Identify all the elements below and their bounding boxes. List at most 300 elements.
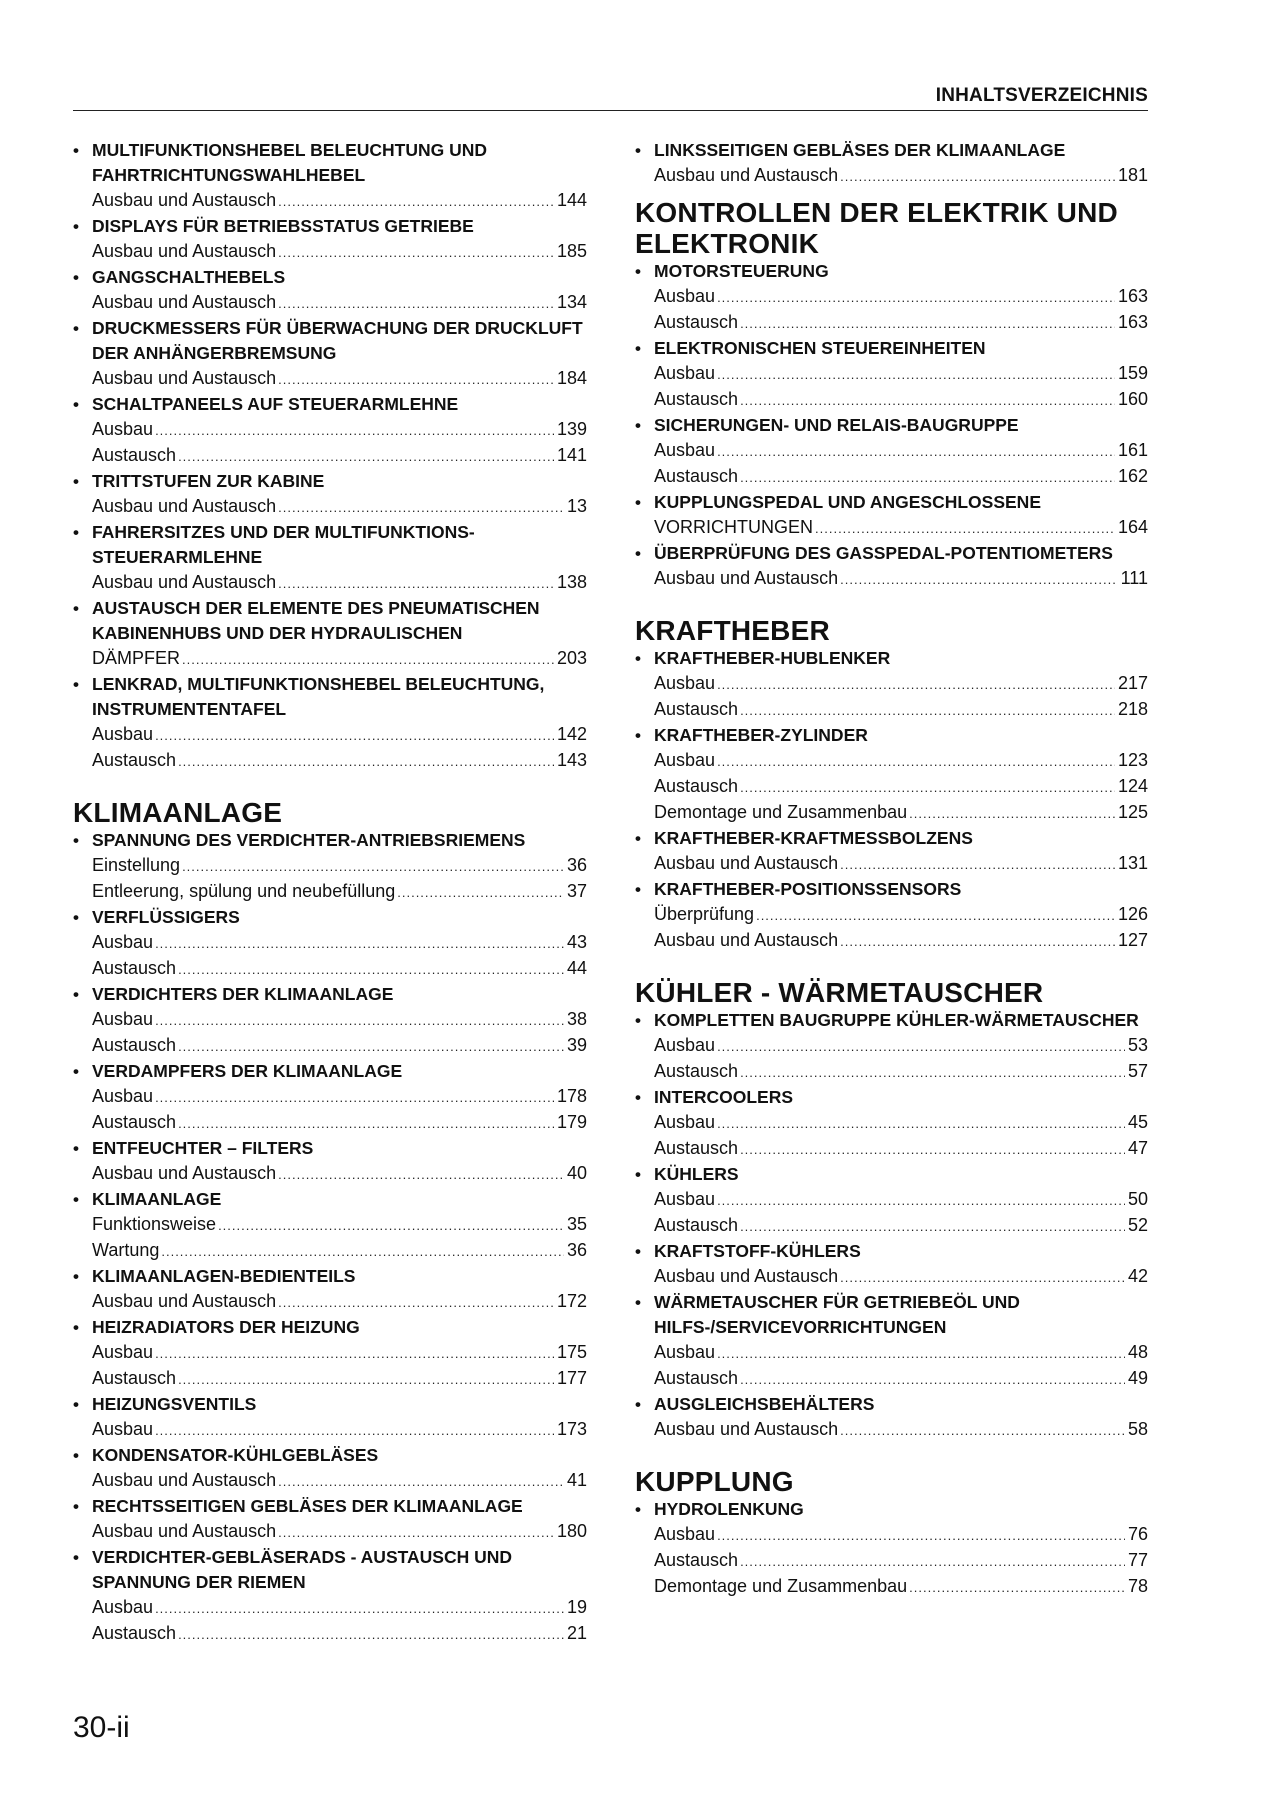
toc-entry[interactable] [92,1289,587,1315]
toc-entry-page: 50 [1127,1189,1148,1209]
toc-item [635,1239,1148,1290]
dot-leader [278,571,554,596]
dot-leader [717,1341,1125,1366]
toc-entry[interactable] [92,290,587,316]
dot-leader [840,1418,1125,1443]
toc-item-title: KRAFTHEBER-ZYLINDER [654,725,868,745]
bullet-icon: • [73,472,79,491]
toc-entry[interactable] [654,1136,1148,1162]
toc-item [73,214,587,265]
toc-entry[interactable] [92,722,587,748]
bullet-icon: • [635,1088,641,1107]
dot-leader [840,852,1115,877]
dot-leader [717,439,1115,464]
dot-leader [740,1060,1125,1085]
toc-item [635,1392,1148,1443]
toc-entry-page: 180 [556,1521,587,1541]
toc-entry[interactable] [654,1548,1148,1574]
toc-entry[interactable] [654,1340,1148,1366]
toc-item [73,1443,587,1494]
toc-entry-label: Demontage und Zusammenbau [654,802,908,822]
toc-entry[interactable] [92,1238,587,1264]
toc-entry-label: Ausbau [654,286,716,306]
toc-entry-label: Ausbau und Austausch [92,241,277,261]
dot-leader [155,1341,554,1366]
toc-entry-page: 19 [566,1597,587,1617]
toc-entry-page: 185 [556,241,587,261]
toc-entry-page: 47 [1127,1138,1148,1158]
toc-entry-label: Ausbau [92,1342,154,1362]
toc-entry[interactable] [92,748,587,774]
bullet-icon: • [73,1062,79,1081]
bullet-icon: • [73,908,79,927]
toc-entry-label: Ausbau und Austausch [92,496,277,516]
dot-leader [756,903,1115,928]
toc-entry-page: 41 [566,1470,587,1490]
toc-item-title: ENTFEUCHTER – FILTERS [92,1138,314,1158]
toc-entry-page: 58 [1127,1419,1148,1439]
toc-entry-page: 172 [556,1291,587,1311]
toc-entry[interactable] [654,800,1148,826]
toc-item-title: ÜBERPRÜFUNG DES GASSPEDAL-POTENTIOMETERS [654,543,1113,563]
toc-entry-label: Überprüfung [654,904,755,924]
dot-leader [155,1008,564,1033]
toc-entry[interactable] [92,417,587,443]
toc-entry-page: 159 [1117,363,1148,383]
toc-item-title: LINKSSEITIGEN GEBLÄSES DER KLIMAANLAGE [654,140,1066,160]
toc-entry-page: 42 [1127,1266,1148,1286]
toc-entry-label: Austausch [92,1623,177,1643]
toc-entry-page: 143 [556,750,587,770]
dot-leader [717,672,1115,697]
bullet-icon: • [73,599,79,618]
toc-entry-label: Ausbau [654,1342,716,1362]
toc-entry-label: Austausch [654,1368,739,1388]
toc-entry-page: 141 [556,445,587,465]
dot-leader [815,516,1115,541]
toc-item [635,1290,1148,1392]
bullet-icon: • [73,985,79,1004]
toc-entry[interactable] [654,671,1148,697]
toc-entry-label: VORRICHTUNGEN [654,517,814,537]
dot-leader [909,801,1115,826]
toc-item-title: HEIZRADIATORS DER HEIZUNG [92,1317,360,1337]
toc-entry-label: Austausch [92,958,177,978]
toc-item-title: MULTIFUNKTIONSHEBEL BELEUCHTUNG UND FAHRTRICHTUNGSWAHLHEBEL [92,140,488,185]
bullet-icon: • [73,1497,79,1516]
dot-leader [397,880,564,905]
toc-entry-page: 43 [566,932,587,952]
dot-leader [717,362,1115,387]
toc-entry-page: 178 [556,1086,587,1106]
dot-leader [178,444,554,469]
toc-entry-label: Ausbau [92,419,154,439]
toc-entry-page: 76 [1127,1524,1148,1544]
dot-leader [278,1162,564,1187]
dot-leader [740,775,1115,800]
toc-entry-page: 179 [556,1112,587,1132]
toc-item [73,520,587,596]
toc-entry-label: Ausbau [654,1112,716,1132]
toc-entry[interactable] [654,310,1148,336]
toc-item [73,905,587,982]
dot-leader [155,1085,554,1110]
toc-entry[interactable] [92,1366,587,1392]
toc-item [73,1392,587,1443]
toc-item-title: WÄRMETAUSCHER FÜR GETRIEBEÖL UND HILFS-/SERVICEVORRICHTUNGEN [654,1292,1020,1337]
toc-entry[interactable] [654,774,1148,800]
toc-entry-page: 21 [566,1623,587,1643]
page-header [73,80,1148,111]
toc-entry-page: 36 [566,1240,587,1260]
toc-entry-page: 36 [566,855,587,875]
toc-entry-label: Demontage und Zusammenbau [654,1576,908,1596]
toc-entry-label: Ausbau [92,1086,154,1106]
toc-entry-page: 175 [556,1342,587,1362]
dot-leader [155,1596,564,1621]
toc-entry[interactable] [92,1084,587,1110]
toc-entry-page: 37 [566,881,587,901]
toc-entry-label: Austausch [654,389,739,409]
toc-item [635,541,1148,592]
toc-item-title: KUPPLUNGSPEDAL UND ANGESCHLOSSENE [654,492,1041,512]
toc-entry-label: Austausch [654,466,739,486]
dot-leader [278,1520,554,1545]
toc-item [635,1497,1148,1600]
toc-entry-page: 52 [1127,1215,1148,1235]
toc-entry-label: Austausch [654,1061,739,1081]
section-heading: KLIMAANLAGE [73,797,283,828]
toc-entry-label: Austausch [654,1138,739,1158]
toc-item-title: FAHRERSITZES UND DER MULTIFUNKTIONS-STEUERARMLEHNE [92,522,475,567]
toc-entry-page: 123 [1117,750,1148,770]
bullet-icon: • [73,319,79,338]
bullet-icon: • [635,1165,641,1184]
toc-entry[interactable] [654,1213,1148,1239]
toc-item-title: KLIMAANLAGE [92,1189,222,1209]
bullet-icon: • [635,829,641,848]
toc-item-title: LENKRAD, MULTIFUNKTIONSHEBEL BELEUCHTUNG, INSTRUMENTENTAFEL [92,674,545,719]
section-heading: KUPPLUNG [635,1466,794,1497]
toc-entry-label: Ausbau und Austausch [654,853,839,873]
toc-entry[interactable] [92,366,587,392]
toc-entry-label: Ausbau und Austausch [92,572,277,592]
toc-entry[interactable] [654,902,1148,928]
toc-entry-label: Ausbau [654,1035,716,1055]
toc-entry-page: 131 [1117,853,1148,873]
dot-leader [178,749,554,774]
left-column [73,138,587,1647]
bullet-icon: • [73,675,79,694]
dot-leader [178,1034,564,1059]
toc-entry-label: Einstellung [92,855,181,875]
toc-entry-label: Ausbau und Austausch [92,1470,277,1490]
toc-entry-page: 48 [1127,1342,1148,1362]
toc-entry-label: Funktionsweise [92,1214,217,1234]
toc-entry[interactable] [92,930,587,956]
toc-entry[interactable] [654,697,1148,723]
toc-entry-page: 177 [556,1368,587,1388]
dot-leader [278,240,554,265]
toc-entry-label: Ausbau [654,363,716,383]
toc-item [73,1136,587,1187]
toc-entry[interactable] [654,748,1148,774]
dot-leader [278,189,554,214]
toc-item [73,138,587,214]
toc-entry-label: Ausbau und Austausch [92,1163,277,1183]
dot-leader [155,723,554,748]
toc-entry-label: Ausbau [92,932,154,952]
toc-entry-page: 162 [1117,466,1148,486]
dot-leader [909,1575,1125,1600]
toc-item [635,877,1148,954]
bullet-icon: • [635,1395,641,1414]
bullet-icon: • [73,217,79,236]
toc-entry[interactable] [92,1340,587,1366]
toc-item [73,1545,587,1647]
toc-entry[interactable] [654,1264,1148,1290]
toc-item-title: VERFLÜSSIGERS [92,907,240,927]
toc-item [635,1162,1148,1239]
toc-entry[interactable] [92,1519,587,1545]
toc-entry[interactable] [654,515,1148,541]
dot-leader [840,1265,1125,1290]
toc-entry-label: Ausbau und Austausch [654,1419,839,1439]
dot-leader [155,418,554,443]
toc-entry[interactable] [92,1595,587,1621]
toc-item [73,1059,587,1136]
toc-entry-label: Ausbau und Austausch [654,568,839,588]
bullet-icon: • [635,1293,641,1312]
toc-entry[interactable] [92,879,587,905]
toc-entry[interactable] [92,1621,587,1647]
toc-entry-label: Austausch [92,445,177,465]
toc-entry[interactable] [654,1059,1148,1085]
toc-entry[interactable] [654,284,1148,310]
toc-entry-page: 163 [1117,312,1148,332]
toc-entry[interactable] [654,1366,1148,1392]
bullet-icon: • [635,262,641,281]
toc-entry[interactable] [92,1110,587,1136]
toc-entry-label: Ausbau [654,673,716,693]
toc-item [73,265,587,316]
bullet-icon: • [635,880,641,899]
toc-entry-page: 218 [1117,699,1148,719]
toc-entry-page: 173 [556,1419,587,1439]
toc-item-title: KRAFTSTOFF-KÜHLERS [654,1241,861,1261]
bullet-icon: • [635,141,641,160]
toc-item-title: VERDICHTER-GEBLÄSERADS - AUSTAUSCH UND SPANNUNG DER RIEMEN [92,1547,513,1592]
toc-entry-label: Austausch [654,1215,739,1235]
toc-item [635,646,1148,723]
toc-entry-page: 53 [1127,1035,1148,1055]
toc-entry[interactable] [654,387,1148,413]
toc-entry[interactable] [654,566,1148,592]
toc-entry-page: 111 [1120,568,1148,588]
toc-entry-page: 45 [1127,1112,1148,1132]
toc-entry-page: 181 [1117,165,1148,185]
bullet-icon: • [73,395,79,414]
dot-leader [278,1290,554,1315]
toc-entry[interactable] [92,853,587,879]
toc-item-title: HEIZUNGSVENTILS [92,1394,257,1414]
dot-leader [178,1111,554,1136]
bullet-icon: • [73,141,79,160]
toc-entry[interactable] [92,1033,587,1059]
dot-leader [278,291,554,316]
dot-leader [840,929,1115,954]
toc-entry-label: Wartung [92,1240,160,1260]
toc-item-title: KONDENSATOR-KÜHLGEBLÄSES [92,1445,379,1465]
toc-item [73,672,587,774]
dot-leader [178,1367,554,1392]
dot-leader [717,749,1115,774]
dot-leader [155,1418,554,1443]
toc-entry-page: 124 [1117,776,1148,796]
toc-item-title: KRAFTHEBER-KRAFTMESSBOLZENS [654,828,973,848]
toc-entry-label: Ausbau und Austausch [92,190,277,210]
toc-entry[interactable] [654,928,1148,954]
toc-entry[interactable] [92,646,587,672]
toc-entry[interactable] [654,361,1148,387]
toc-item-title: RECHTSSEITIGEN GEBLÄSES DER KLIMAANLAGE [92,1496,523,1516]
toc-entry[interactable] [654,163,1148,189]
toc-entry[interactable] [654,1574,1148,1600]
toc-entry-page: 134 [556,292,587,312]
toc-entry-page: 139 [556,419,587,439]
dot-leader [740,1214,1125,1239]
toc-item [635,138,1148,189]
bullet-icon: • [73,523,79,542]
toc-entry[interactable] [654,464,1148,490]
toc-entry-label: Ausbau und Austausch [92,368,277,388]
toc-entry-label: Ausbau [654,440,716,460]
bullet-icon: • [73,268,79,287]
toc-entry-page: 38 [566,1009,587,1029]
bullet-icon: • [73,1395,79,1414]
dot-leader [178,1622,564,1647]
toc-entry-label: Ausbau und Austausch [92,1291,277,1311]
toc-entry-page: 77 [1127,1550,1148,1570]
bullet-icon: • [73,831,79,850]
toc-item-title: KRAFTHEBER-POSITIONSSENSORS [654,879,962,899]
dot-leader [182,647,554,672]
toc-entry-label: Austausch [92,1035,177,1055]
toc-entry[interactable] [92,956,587,982]
toc-entry-label: Austausch [654,1550,739,1570]
header-title: INHALTSVERZEICHNIS [935,85,1148,106]
toc-entry[interactable] [92,188,587,214]
bullet-icon: • [635,1011,641,1030]
toc-entry-page: 184 [556,368,587,388]
toc-entry[interactable] [654,1417,1148,1443]
toc-entry-page: 203 [556,648,587,668]
toc-item-title: VERDAMPFERS DER KLIMAANLAGE [92,1061,403,1081]
toc-entry[interactable] [654,851,1148,877]
toc-entry-label: Ausbau [654,1524,716,1544]
toc-item [73,1187,587,1264]
dot-leader [182,854,564,879]
toc-item-title: AUSGLEICHSBEHÄLTERS [654,1394,875,1414]
toc-entry[interactable] [654,1110,1148,1136]
toc-entry-label: Austausch [654,699,739,719]
toc-item [635,826,1148,877]
bullet-icon: • [635,1500,641,1519]
section-heading: KÜHLER - WÄRMETAUSCHER [635,977,1044,1008]
toc-entry-label: Ausbau und Austausch [654,930,839,950]
toc-item [635,723,1148,826]
toc-entry-label: Ausbau und Austausch [654,1266,839,1286]
toc-item-title: ELEKTRONISCHEN STEUEREINHEITEN [654,338,986,358]
toc-entry-page: 39 [566,1035,587,1055]
bullet-icon: • [635,544,641,563]
toc-item-title: KOMPLETTEN BAUGRUPPE KÜHLER-WÄRMETAUSCHER [654,1010,1139,1030]
toc-entry-label: Entleerung, spülung und neubefüllung [92,881,396,901]
toc-entry[interactable] [92,1468,587,1494]
toc-entry-label: Ausbau [92,1419,154,1439]
toc-entry-page: 164 [1117,517,1148,537]
toc-item-title: INTERCOOLERS [654,1087,794,1107]
dot-leader [740,1137,1125,1162]
toc-item-title: KLIMAANLAGEN-BEDIENTEILS [92,1266,356,1286]
dot-leader [740,388,1115,413]
toc-entry-page: 40 [566,1163,587,1183]
toc-entry[interactable] [92,1007,587,1033]
toc-item [73,1264,587,1315]
toc-entry[interactable] [654,1522,1148,1548]
toc-item [635,336,1148,413]
dot-leader [178,957,564,982]
toc-entry-page: 125 [1117,802,1148,822]
toc-entry-label: Austausch [92,1368,177,1388]
toc-entry-label: Ausbau [92,724,154,744]
toc-entry[interactable] [654,1187,1148,1213]
toc-entry-label: Ausbau [92,1009,154,1029]
toc-entry-page: 160 [1117,389,1148,409]
toc-entry[interactable] [654,438,1148,464]
toc-item [635,490,1148,541]
toc-entry[interactable] [92,494,587,520]
dot-leader [717,1188,1125,1213]
toc-entry[interactable] [92,1161,587,1187]
toc-entry-label: Ausbau und Austausch [92,292,277,312]
toc-item-title: SPANNUNG DES VERDICHTER-ANTRIEBSRIEMENS [92,830,526,850]
toc-entry-page: 49 [1127,1368,1148,1388]
toc-item-title: KRAFTHEBER-HUBLENKER [654,648,891,668]
toc-item [635,259,1148,336]
toc-entry[interactable] [92,443,587,469]
dot-leader [717,1523,1125,1548]
toc-entry[interactable] [654,1033,1148,1059]
toc-entry-page: 13 [566,496,587,516]
toc-item-title: SCHALTPANEELS AUF STEUERARMLEHNE [92,394,459,414]
toc-entry[interactable] [92,239,587,265]
toc-item [73,392,587,469]
toc-entry-label: Ausbau und Austausch [92,1521,277,1541]
dot-leader [717,1111,1125,1136]
dot-leader [278,367,554,392]
toc-entry[interactable] [92,1212,587,1238]
dot-leader [278,495,564,520]
toc-entry[interactable] [92,1417,587,1443]
toc-item-title: SICHERUNGEN- UND RELAIS-BAUGRUPPE [654,415,1019,435]
toc-item [635,1008,1148,1085]
toc-entry-label: Ausbau und Austausch [654,165,839,185]
toc-item [73,596,587,672]
toc-entry[interactable] [92,570,587,596]
dot-leader [717,1034,1125,1059]
toc-entry-label: Ausbau [654,1189,716,1209]
